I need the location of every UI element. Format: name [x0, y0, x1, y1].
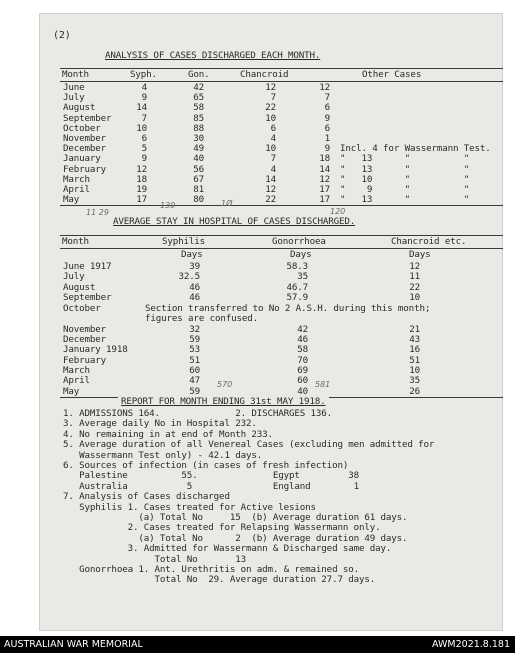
- table1-month: August: [63, 102, 96, 114]
- report-line: (a) Total No 2 (b) Average duration 49 days.: [63, 532, 408, 544]
- report-line: 4. No remaining in at end of Month 233.: [63, 428, 273, 440]
- table1-cell: 19: [136, 184, 147, 195]
- table2-cell: 46: [189, 292, 200, 303]
- table1-cell: 58: [193, 102, 204, 114]
- table2-unit-cell: Days: [181, 249, 203, 260]
- table2-cell: 70: [297, 355, 308, 366]
- table1-cell: 7: [324, 92, 330, 104]
- report-line: 6. Sources of infection (in cases of fresh infection): [63, 460, 349, 471]
- report-line: (a) Total No 15 (b) Average duration 61 days.: [63, 512, 408, 523]
- table1-cell: " 10 " ": [340, 173, 470, 185]
- table1-title: ANALYSIS OF CASES DISCHARGED EACH MONTH.: [105, 50, 321, 61]
- table2-cell: 46.7: [286, 282, 308, 293]
- footer-bar: [0, 636, 515, 653]
- table1-month: January: [63, 153, 101, 165]
- table2-month: May: [63, 386, 80, 397]
- report-line: Gonorrhoea 1. Ant. Urethritis on adm. & remained so.: [63, 564, 359, 575]
- annotation-3: 1Ø: [221, 199, 233, 208]
- table1-cell: 12: [136, 163, 147, 175]
- table2-cell: 22: [409, 282, 420, 293]
- table1-header-cell: Month: [62, 69, 89, 80]
- table2-cell: 47: [189, 375, 200, 386]
- annotation-1: 11 29: [86, 208, 109, 217]
- table1-cell: 10: [265, 143, 276, 155]
- table1-month: February: [63, 163, 107, 175]
- table2-cell: 40: [297, 386, 308, 397]
- annotation-2: 130: [160, 201, 176, 210]
- table1-cell: 12: [265, 184, 276, 195]
- table1-header-cell: Other Cases: [362, 69, 422, 80]
- table1-cell: 12: [265, 82, 276, 93]
- table1-cell: 9: [141, 92, 147, 104]
- table1-cell: 5: [141, 143, 147, 155]
- table2-cell: 59: [189, 386, 200, 397]
- table2-cell: 42: [297, 324, 308, 335]
- table2-month: January 1918: [63, 344, 128, 355]
- report-line: 3. Admitted for Wassermann & Discharged same day.: [63, 543, 392, 555]
- report-line: 1. ADMISSIONS 164. 2. DISCHARGES 136.: [63, 408, 333, 419]
- table1-cell: 81: [193, 184, 204, 195]
- table1-cell: 18: [319, 153, 330, 165]
- annotation-5: 570: [217, 380, 233, 389]
- table2-cell: 69: [297, 365, 308, 376]
- table1-cell: 12: [319, 82, 330, 93]
- table1-cell: 17: [319, 184, 330, 195]
- report-line: 2. Cases treated for Relapsing Wassermann only.: [63, 522, 381, 534]
- table2-cell: 59: [189, 334, 200, 345]
- table2-month: December: [63, 334, 107, 345]
- table2-cell: 39: [189, 261, 200, 272]
- table1-header-cell: Syph.: [130, 69, 157, 80]
- table1-month: September: [63, 112, 112, 124]
- footer-right: AWM2021.8.181: [432, 639, 510, 650]
- table2-cell: 58: [297, 344, 308, 355]
- table1-cell: 56: [193, 163, 204, 175]
- table2-title: AVERAGE STAY IN HOSPITAL OF CASES DISCHARGED.: [113, 216, 356, 227]
- table1-cell: 10: [136, 122, 147, 134]
- report-line: Total No 13: [63, 553, 246, 565]
- table1-month: November: [63, 133, 107, 144]
- report-line: Australia 5 England 1: [63, 480, 359, 492]
- table1-cell: 40: [193, 153, 204, 165]
- table1-cell: 12: [319, 173, 330, 185]
- table1-header-cell: Gon.: [188, 69, 210, 80]
- table1-cell: 85: [193, 112, 204, 124]
- table1-cell: 9: [141, 153, 147, 165]
- table2-cell: 57.9: [286, 292, 308, 303]
- table1-cell: 17: [136, 194, 147, 206]
- table2-cell: 11: [409, 271, 420, 282]
- table1-cell: 6: [141, 133, 147, 144]
- table1-cell: 67: [193, 173, 204, 185]
- table2-month: April: [63, 375, 90, 386]
- footer-left: AUSTRALIAN WAR MEMORIAL: [4, 639, 143, 650]
- table2-cell: 10: [409, 292, 420, 303]
- table1-month: March: [63, 173, 90, 185]
- table1-cell: Incl. 4 for Wassermann Test.: [340, 143, 491, 155]
- table1-cell: 65: [193, 92, 204, 104]
- table1-cell: 88: [193, 122, 204, 134]
- report-line: 5. Average duration of all Venereal Cases (excluding men admitted for: [63, 439, 435, 451]
- table2-cell: 35: [409, 375, 420, 386]
- table1-header-cell: Chancroid: [240, 69, 289, 80]
- table2-cell: 51: [409, 355, 420, 366]
- table2-header-cell: Gonorrhoea: [272, 236, 326, 247]
- table2-cell: 32: [189, 324, 200, 335]
- table1-cell: 6: [324, 122, 330, 134]
- table2-unit-cell: Days: [409, 249, 431, 260]
- table2-cell: 16: [409, 344, 420, 355]
- table1-cell: 1: [324, 133, 330, 144]
- table1-cell: 7: [141, 112, 147, 124]
- table1-cell: 18: [136, 173, 147, 185]
- table2-cell: 10: [409, 365, 420, 376]
- table1-cell: " 13 " ": [340, 153, 470, 165]
- table2-cell: 21: [409, 324, 420, 335]
- table2-cell: 43: [409, 334, 420, 345]
- table1-month: October: [63, 122, 101, 134]
- table2-cell: 53: [189, 344, 200, 355]
- table2-cell: 26: [409, 386, 420, 397]
- table1-cell: " 13 " ": [340, 194, 470, 206]
- table2-month: July: [63, 271, 85, 282]
- table2-month: March: [63, 365, 90, 376]
- table1-cell: " 13 " ": [340, 163, 470, 175]
- table1-cell: 49: [193, 143, 204, 155]
- table2-cell: 51: [189, 355, 200, 366]
- table2-cell: 46: [189, 282, 200, 293]
- table1-month: June: [63, 82, 85, 93]
- table2-cell: 35: [297, 271, 308, 282]
- table1-cell: 7: [270, 153, 276, 165]
- table1-cell: 14: [319, 163, 330, 175]
- october-note-2: figures are confused.: [145, 313, 259, 324]
- annotation-4: 120: [330, 207, 346, 216]
- table2-cell: 58.3: [286, 261, 308, 272]
- report-line: Syphilis 1. Cases treated for Active lesions: [63, 501, 316, 513]
- october-note-1: Section transferred to No 2 A.S.H. during this month;: [145, 303, 431, 314]
- table1-cell: 14: [265, 173, 276, 185]
- page-number: (2): [53, 30, 71, 41]
- table2-month: November: [63, 324, 107, 335]
- annotation-6: 581: [315, 380, 331, 389]
- table2-month: September: [63, 292, 112, 303]
- table2-cell: 60: [189, 365, 200, 376]
- table1-cell: 9: [324, 143, 330, 155]
- report-line: 7. Analysis of Cases discharged: [63, 491, 230, 503]
- table1-cell: 17: [319, 194, 330, 206]
- report-line: Palestine 55. Egypt 38: [63, 470, 359, 482]
- table1-month: July: [63, 92, 85, 104]
- table2-unit-cell: Days: [290, 249, 312, 260]
- table1-cell: 4: [141, 82, 147, 93]
- table1-month: May: [63, 194, 80, 206]
- table2-month: August: [63, 282, 96, 293]
- table1-cell: 6: [324, 102, 330, 114]
- table1-cell: 30: [193, 133, 204, 144]
- table2-cell: 46: [297, 334, 308, 345]
- table1-cell: 10: [265, 112, 276, 124]
- table1-bottom-rule: [60, 205, 503, 206]
- table1-cell: 42: [193, 82, 204, 93]
- table1-month: December: [63, 143, 107, 155]
- table2-month: February: [63, 355, 107, 366]
- table2-cell: 12: [409, 261, 420, 272]
- table2-header-cell: Syphilis: [162, 236, 206, 247]
- table1-cell: 4: [270, 133, 276, 144]
- table1-cell: 22: [265, 102, 276, 114]
- table2-cell: 32.5: [178, 271, 200, 282]
- table1-cell: 7: [270, 92, 276, 104]
- table1-cell: " 9 " ": [340, 184, 470, 195]
- table1-cell: 4: [270, 163, 276, 175]
- table1-cell: 80: [193, 194, 204, 206]
- table1-header-rule: [60, 81, 503, 82]
- report-title: REPORT FOR MONTH ENDING 31st MAY 1918.: [118, 397, 329, 407]
- table2-header-cell: Chancroid etc.: [391, 236, 467, 247]
- october-label: October: [63, 303, 101, 314]
- table1-cell: 9: [324, 112, 330, 124]
- table2-header-rule: [60, 248, 503, 249]
- table1-month: April: [63, 184, 90, 195]
- table1-cell: 14: [136, 102, 147, 114]
- table2-month: June 1917: [63, 261, 112, 272]
- table2-header-cell: Month: [62, 236, 89, 247]
- report-line: Wassermann Test only) - 42.1 days.: [63, 449, 263, 461]
- report-line: Total No 29. Average duration 27.7 days.: [63, 574, 376, 586]
- table1-cell: 22: [265, 194, 276, 206]
- table1-cell: 6: [270, 122, 276, 134]
- table2-cell: 60: [297, 375, 308, 386]
- report-line: 3. Average daily No in Hospital 232.: [63, 418, 257, 430]
